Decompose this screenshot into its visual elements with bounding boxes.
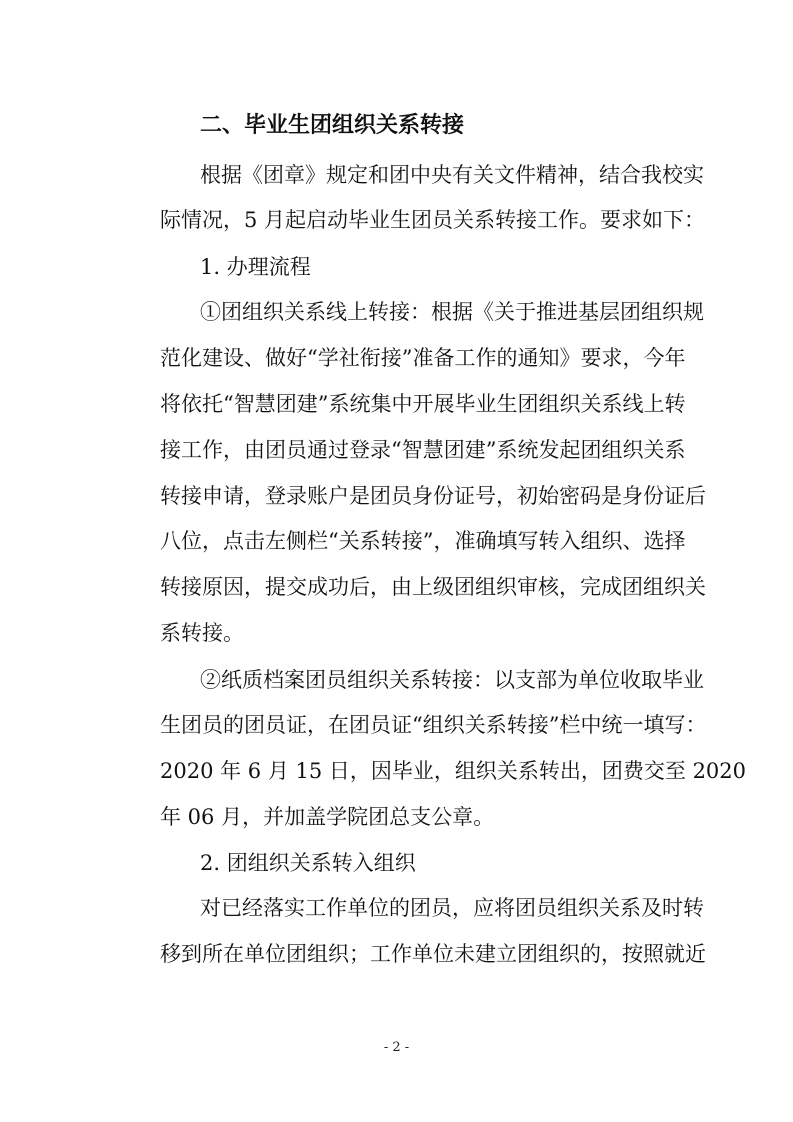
paragraph-line: 接工作，由团员通过登录“智慧团建”系统发起团组织关系: [160, 438, 686, 462]
page-number: - 2 -: [383, 1040, 410, 1055]
paragraph-line: 转接原因，提交成功后，由上级团组织审核，完成团组织关: [160, 575, 706, 599]
paragraph-line: 生团员的团员证，在团员证“组织关系转接”栏中统一填写：: [160, 713, 707, 737]
paragraph-line: 将依托“智慧团建”系统集中开展毕业生团组织关系线上转: [160, 392, 686, 416]
paragraph-line: 对已经落实工作单位的团员，应将团员组织关系及时转: [200, 896, 704, 920]
section-heading: 二、毕业生团组织关系转接: [200, 113, 465, 138]
paragraph-line: 根据《团章》规定和团中央有关文件精神，结合我校实: [200, 163, 704, 187]
paragraph-line: 系转接。: [160, 621, 244, 645]
paragraph-line: 2020 年 6 月 15 日，因毕业，组织关系转出，团费交至 2020: [160, 759, 747, 783]
paragraph-line: 范化建设、做好“学社衔接”准备工作的通知》要求，今年: [160, 346, 686, 370]
paragraph-line: 八位，点击左侧栏“关系转接”，准确填写转入组织、选择: [160, 529, 686, 553]
subsection-title: 2. 团组织关系转入组织: [200, 851, 416, 875]
paragraph-line: 移到所在单位团组织；工作单位未建立团组织的，按照就近: [160, 942, 706, 966]
paragraph-line: 际情况，5 月起启动毕业生团员关系转接工作。要求如下：: [160, 208, 706, 232]
paragraph-line: ①团组织关系线上转接：根据《关于推进基层团组织规: [200, 300, 704, 324]
paragraph-line: ②纸质档案团员组织关系转接：以支部为单位收取毕业: [200, 668, 704, 692]
paragraph-line: 转接申请，登录账户是团员身份证号，初始密码是身份证后: [160, 484, 706, 508]
subsection-title: 1. 办理流程: [200, 255, 311, 279]
paragraph-line: 年 06 月，并加盖学院团总支公章。: [160, 805, 495, 829]
